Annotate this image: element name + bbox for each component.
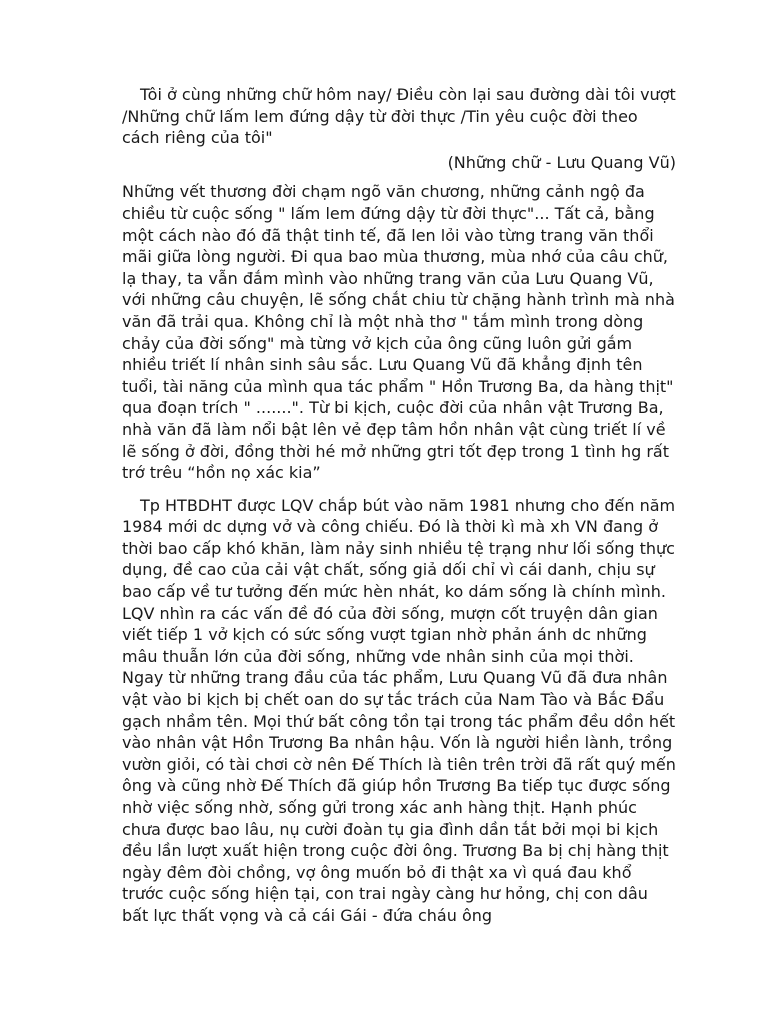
body-paragraph-1: Những vết thương đời chạm ngõ văn chương, những cảnh ngộ đa chiều từ cuộc sống " lấm lem đứng dậy từ đời thực"... Tất cả, bằng một cách nào đó đã thật tinh tế, đã len lỏi vào từng trang văn thổi mãi giữa lòng người. Đi qua bao mùa thương, mùa nhớ của câu chữ, lạ thay, ta vẫn đắm mình vào những trang văn của Lưu Quang Vũ, với những câu chuyện, lẽ sống chắt chiu từ chặng hành trình mà nhà văn đã trải qua. Không chỉ là một nhà thơ " tắm mình trong dòng chảy của đời sống" mà từng vở kịch của ông cũng luôn gửi gắm nhiều triết lí nhân sinh sâu sắc. Lưu Quang Vũ đã khẳng định tên tuổi, tài năng của mình qua tác phẩm " Hồn Trương Ba, da hàng thịt" qua đoạn trích " .......". Từ bi kịch, cuộc đời của nhân vật Trương Ba, nhà văn đã làm nổi bật lên vẻ đẹp tâm hồn nhân vật cùng triết lí về lẽ sống ở đời, đồng thời hé mở những gtri tốt đẹp trong 1 tình hg rất trớ trêu “hồn nọ xác kia” <box>122 182 675 483</box>
epigraph: Tôi ở cùng những chữ hôm nay/ Điều còn lại sau đường dài tôi vượt /Những chữ lấm lem đứng dậy từ đời thực /Tin yêu cuộc đời theo cách riêng của tôi" <box>122 85 676 148</box>
body-paragraph-2: Tp HTBDHT được LQV chắp bút vào năm 1981 nhưng cho đến năm 1984 mới dc dựng vở và công chiếu. Đó là thời kì mà xh VN đang ở thời bao cấp khó khăn, làm nảy sinh nhiều tệ trạng như lối sống thực dụng, đề cao của cải vật chất, sống giả dối chỉ vì cái danh, chịu sự bao cấp về tư tưởng đến mức hèn nhát, ko dám sống là chính mình. LQV nhìn ra các vấn đề đó của đời sống, mượn cốt truyện dân gian viết tiếp 1 vở kịch có sức sống vượt tgian nhờ phản ánh dc những mâu thuẫn lớn của đời sống, những vde nhân sinh của mọi thời. Ngay từ những trang đầu của tác phẩm, Lưu Quang Vũ đã đưa nhân vật vào bi kịch bị chết oan do sự tắc trách của Nam Tào và Bắc Đẩu gạch nhầm tên. Mọi thứ bất công tồn tại trong tác phẩm đều dồn hết vào nhân vật Hồn Trương Ba nhân hậu. Vốn là người hiền lành, trồng vườn giỏi, có tài chơi cờ nên Đế Thích là tiên trên trời đã rất quý mến ông và cũng nhờ Đế Thích đã giúp hồn Trương Ba tiếp tục được sống nhờ việc sống nhờ, sống gửi trong xác anh hàng thịt. Hạnh phúc chưa được bao lâu, nụ cười đoàn tụ gia đình dần tắt bởi mọi bi kịch đều lần lượt xuất hiện trong cuộc đời ông. Trương Ba bị chị hàng thịt ngày đêm đòi chồng, vợ ông muốn bỏ đi thật xa vì quá đau khổ trước cuộc sống hiện tại, con trai ngày càng hư hỏng, chị con dâu bất lực thất vọng và cả cái Gái - đứa cháu ông <box>122 495 676 925</box>
epigraph-source: (Những chữ - Lưu Quang Vũ) <box>447 152 676 172</box>
